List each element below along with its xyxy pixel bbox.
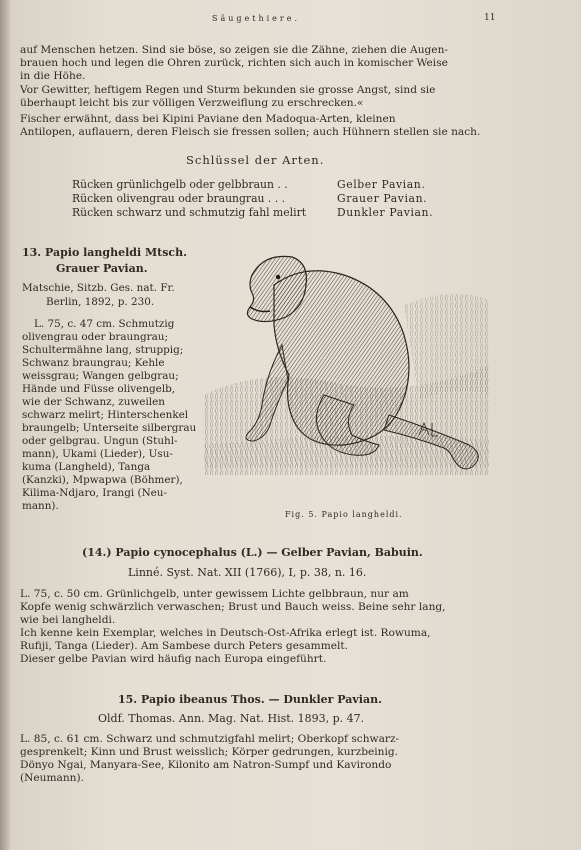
intro-line: in die Höhe. [20, 70, 86, 82]
species-13-ref: Berlin, 1892, p. 230. [46, 296, 155, 308]
figure-caption: Fig. 5. Papio langheldi. [285, 510, 403, 519]
intro-line: überhaupt leicht bis zur völligen Verzweiflung zu erschrecken.« [20, 97, 364, 109]
intro-line: Vor Gewitter, heftigem Regen und Sturm bekunden sie grosse Angst, sind sie [20, 84, 436, 96]
key-title: Schlüssel der Arten. [186, 153, 325, 167]
species-13-desc-line: braungelb; Unterseite silbergrau [22, 422, 197, 434]
species-15-line: (Neumann). [20, 772, 85, 784]
species-15-ref: Oldf. Thomas. Ann. Mag. Nat. Hist. 1893, p. 47. [98, 712, 365, 725]
species-14-line: Rufiji, Tanga (Lieder). Am Sambese durch Peters gesammelt. [20, 640, 349, 652]
species-13-ref: Matschie, Sitzb. Ges. nat. Fr. [22, 282, 175, 294]
species-13-desc-line: weissgrau; Wangen gelbgrau; [22, 370, 179, 382]
species-14-line: Dieser gelbe Pavian wird häufig nach Europa eingeführt. [20, 653, 327, 665]
species-13-desc-line: olivengrau oder braungrau; [22, 331, 168, 343]
key-row-desc: Rücken olivengrau oder braungrau . . . [72, 192, 286, 205]
species-13-desc-line: schwarz melirt; Hinterschenkel [22, 409, 189, 421]
species-14-line: wie bei langheldi. [20, 614, 116, 626]
species-13-common-name: Grauer Pavian. [56, 262, 148, 275]
page-number: 11 [484, 13, 496, 23]
species-15-line: Dönyo Ngai, Manyara-See, Kilonito am Natron-Sumpf und Kavirondo [20, 759, 392, 771]
key-row-name: Grauer Pavian. [337, 192, 428, 205]
species-14-line: Kopfe wenig schwärzlich verwaschen; Brust und Bauch weiss. Beine sehr lang, [20, 601, 446, 613]
species-13-desc-line: wie der Schwanz, zuweilen [22, 396, 165, 408]
intro-line: brauen hoch und legen die Ohren zurück, richten sich auch in komischer Weise [20, 57, 448, 69]
species-14-line: L. 75, c. 50 cm. Grünlichgelb, unter gewissem Lichte gelbbraun, nur am [20, 588, 409, 600]
key-row-name: Gelber Pavian. [337, 178, 426, 191]
intro-line: Antilopen, auflauern, deren Fleisch sie fressen sollen; auch Hühnern stellen sie nach. [20, 126, 481, 138]
species-13-desc-line: Schwanz braungrau; Kehle [22, 357, 165, 369]
species-13-desc-line: kuma (Langheld), Tanga [22, 461, 151, 473]
species-15-heading: 15. Papio ibeanus Thos. — Dunkler Pavian. [118, 693, 382, 706]
species-15-line: gesprenkelt; Kinn und Brust weisslich; Körper gedrungen, kurzbeinig. [20, 746, 398, 758]
species-14-ref: Linné. Syst. Nat. XII (1766), I, p. 38, n. 16. [128, 566, 367, 579]
species-13-desc-line: oder gelbgrau. Ungun (Stuhl- [22, 435, 178, 447]
species-15-line: L. 85, c. 61 cm. Schwarz und schmutzigfahl melirt; Oberkopf schwarz- [20, 733, 400, 745]
key-row-name: Dunkler Pavian. [337, 206, 434, 219]
intro-line: auf Menschen hetzen. Sind sie böse, so zeigen sie die Zähne, ziehen die Augen- [20, 44, 448, 56]
species-13-heading: 13. Papio langheldi Mtsch. [22, 246, 187, 259]
species-13-desc-line: (Kanzki), Mpwapwa (Böhmer), [22, 474, 183, 486]
intro-line: Fischer erwähnt, dass bei Kipini Paviane den Madoqua-Arten, kleinen [20, 113, 396, 125]
species-13-desc-line: mann). [22, 500, 59, 512]
species-13-desc-line: mann), Ukami (Lieder), Usu- [22, 448, 173, 460]
species-14-heading: (14.) Papio cynocephalus (L.) — Gelber Pavian, Babuin. [82, 546, 423, 559]
species-13-desc-line: L. 75, c. 47 cm. Schmutzig [34, 318, 175, 330]
running-header-title: Säugethiere. [212, 14, 301, 23]
key-row-desc: Rücken schwarz und schmutzig fahl melirt [72, 206, 307, 219]
baboon-engraving-icon [204, 245, 489, 490]
book-spine-shadow [0, 0, 10, 850]
species-13-desc-line: Schultermähne lang, struppig; [22, 344, 184, 356]
species-13-desc-line: Kilima-Ndjaro, Irangi (Neu- [22, 487, 168, 499]
species-14-line: Ich kenne kein Exemplar, welches in Deutsch-Ost-Afrika erlegt ist. Rowuma, [20, 627, 431, 639]
key-row-desc: Rücken grünlichgelb oder gelbbraun . . [72, 178, 288, 191]
species-13-desc-line: Hände und Füsse olivengelb, [22, 383, 176, 395]
